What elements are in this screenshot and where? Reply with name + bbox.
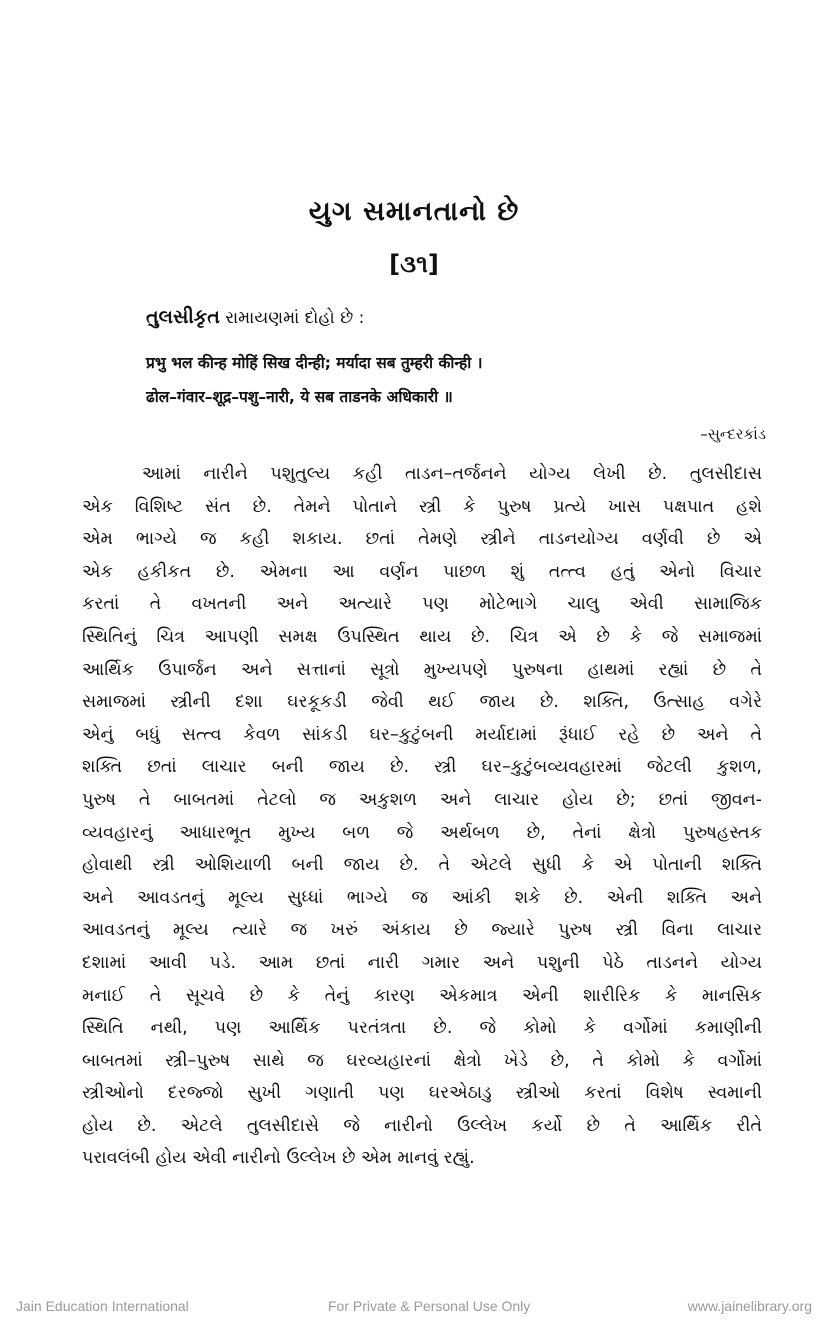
paragraph-line: સમાજમાં સ્ત્રીની દશા ઘરકૂકડી જેવી થઈ જાય છે. શક્તિ, ઉત્સાહ વગેરે — [82, 692, 762, 713]
footer-usage-notice: For Private & Personal Use Only — [328, 1298, 531, 1314]
paragraph-line: સ્થિતિનું ચિત્ર આપણી સમક્ષ ઉપસ્થિત થાય છે. ચિત્ર એ છે કે જે સમાજમાં — [82, 626, 762, 647]
paragraph-line: આમાં નારીને પશુતુલ્ય કહી તાડન–તર્જનને યોગ્ય લેખી છે. તુલસીદાસ — [142, 464, 762, 484]
page-footer — [0, 1298, 828, 1318]
intro-bold-text: તુલસીકૃત — [146, 306, 220, 328]
intro-line — [146, 306, 364, 328]
paragraph-line: એક હકીકત છે. એમના આ વર્ણન પાછળ શું તત્ત્વ હતું એનો વિચાર — [82, 561, 762, 582]
footer-publisher: Jain Education International — [16, 1298, 189, 1314]
chapter-title: યુગ સમાનતાનો છે — [308, 196, 520, 227]
paragraph-line: કરતાં તે વખતની અને અત્યારે પણ મોટેભાગે ચાલુ એવી સામાજિક — [82, 594, 762, 615]
paragraph-line: હોવાથી સ્ત્રી ઓશિયાળી બની જાય છે. તે એટલે સુધી કે એ પોતાની શક્તિ — [82, 855, 762, 876]
paragraph-line: દશામાં આવી પડે. આમ છતાં નારી ગમાર અને પશુની પેઠે તાડનને યોગ્ય — [82, 952, 762, 973]
chapter-number: [૩૧] — [389, 250, 439, 278]
verse-line-2: ढोल–गंवार–शूद्र–पशु–नारी, ये सब ताडनके अधिकारी ॥ — [146, 388, 453, 406]
paragraph-line: એક વિશિષ્ટ સંત છે. તેમને પોતાને સ્ત્રી કે પુરુષ પ્રત્યે ખાસ પક્ષપાત હશે — [82, 496, 762, 517]
footer-website-link[interactable]: www.jainelibrary.org — [687, 1298, 812, 1314]
paragraph-line: સ્થિતિ નથી, પણ આર્થિક પરતંત્રતા છે. જે કોમો કે વર્ગોમાં કમાણીની — [82, 1018, 762, 1039]
paragraph-line: સ્ત્રીઓનો દરજ્જો સુખી ગણાતી પણ ઘરએઠાડુ સ્ત્રીઓ કરતાં વિશેષ સ્વમાની — [82, 1083, 762, 1104]
paragraph-line: આવડતનું મૂલ્ય ત્યારે જ ખરું અંકાય છે જ્યારે પુરુષ સ્ત્રી વિના લાચાર — [82, 920, 762, 941]
verse-attribution: –સુન્દરકાંડ — [700, 425, 766, 443]
paragraph-line: એમ ભાગ્યે જ કહી શકાય. છતાં તેમણે સ્ત્રીને તાડનયોગ્ય વર્ણવી છે એ — [82, 529, 762, 550]
body-paragraph — [82, 458, 762, 1175]
paragraph-line: બાબતમાં સ્ત્રી–પુરુષ સાથે જ ઘરવ્યહારનાં ક્ષેત્રો ખેડે છે, તે કોમો કે વર્ગોમાં — [82, 1050, 762, 1071]
paragraph-line: આર્થિક ઉપાર્જન અને સત્તાનાં સૂત્રો મુખ્યપણે પુરુષના હાથમાં રહ્યાં છે તે — [82, 659, 762, 680]
paragraph-line: વ્યવહારનું આધારભૂત મુખ્ય બળ જે અર્થબળ છે, તેનાં ક્ષેત્રો પુરુષહસ્તક — [82, 822, 762, 843]
paragraph-line: પુરુષ તે બાબતમાં તેટલો જ અકુશળ અને લાચાર હોય છે; છતાં જીવન- — [82, 789, 762, 810]
paragraph-line: શક્તિ છતાં લાચાર બની જાય છે. સ્ત્રી ઘર–કુટુંબવ્યવહારમાં જેટલી કુશળ, — [82, 757, 762, 778]
verse-line-1: प्रभु भल कीन्ह मोहिं सिख दीन्ही; मर्यादा सब तुम्हरी कीन्ही । — [146, 354, 483, 372]
intro-text: રામાયણમાં દોહો છે : — [219, 308, 365, 328]
paragraph-line: મનાઈ તે સૂચવે છે કે તેનું કારણ એકમાત્ર એની શારીરિક કે માનસિક — [82, 985, 762, 1006]
paragraph-line: અને આવડતનું મૂલ્ય સુધ્ધાં ભાગ્યે જ આંકી શકે છે. એની શક્તિ અને — [82, 887, 762, 908]
paragraph-line: પરાવલંબી હોય એવી નારીનો ઉલ્લેખ છે એમ માનવું રહ્યું. — [82, 1148, 475, 1169]
paragraph-line: એનું બધું સત્ત્વ કેવળ સાંકડી ઘર–કુટુંબની મર્યાદામાં રૂંધાઈ રહે છે અને તે — [82, 724, 762, 745]
paragraph-line: હોય છે. એટલે તુલસીદાસે જે નારીનો ઉલ્લેખ કર્યો છે તે આર્થિક રીતે — [82, 1115, 762, 1136]
